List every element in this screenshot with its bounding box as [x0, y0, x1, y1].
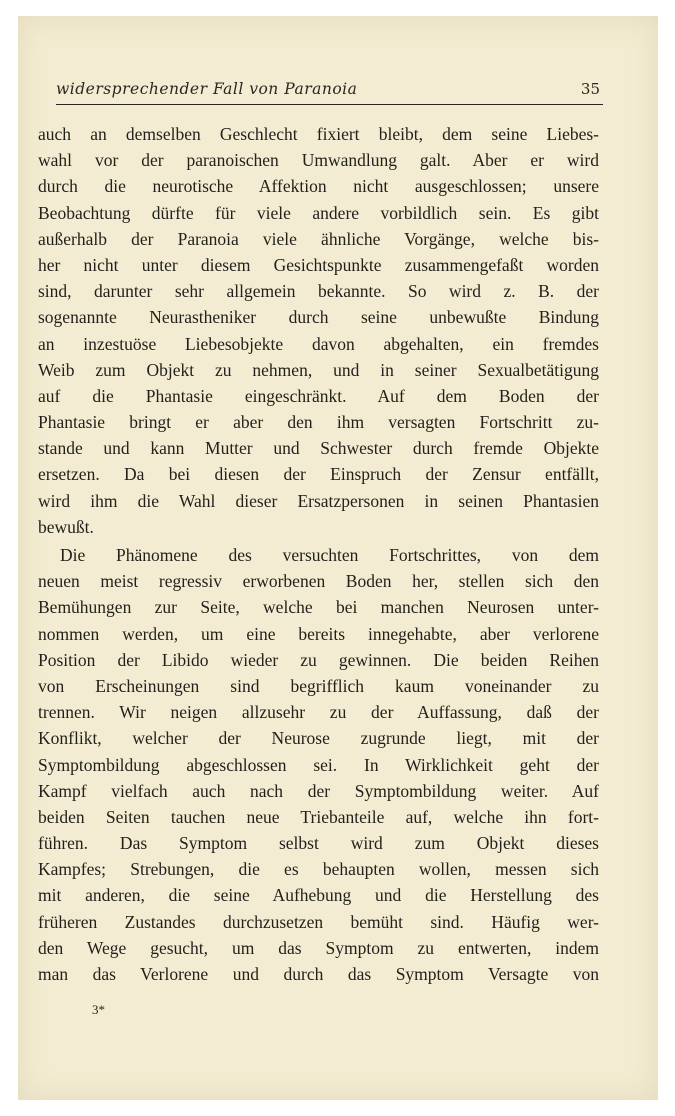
text-line: sogenannte Neurastheniker durch seine unbewußte Bindung — [38, 307, 599, 328]
text-line: Symptombildung abgeschlossen sei. In Wirklichkeit geht der — [38, 754, 599, 775]
page-number: 35 — [580, 80, 600, 98]
running-title: widersprechender Fall von Paranoia — [56, 80, 358, 98]
text-line: her nicht unter diesem Gesichtspunkte zusammengefaßt worden — [38, 254, 599, 275]
page-header — [56, 76, 603, 105]
text-line: bewußt. — [38, 516, 94, 537]
text-line: Kampf vielfach auch nach der Symptombildung weiter. Auf — [38, 780, 599, 801]
paragraph-2 — [38, 542, 599, 987]
text-line: stande und kann Mutter und Schwester durch fremde Objekte — [38, 438, 599, 459]
text-line: neuen meist regressiv erworbenen Boden her, stellen sich den — [38, 571, 599, 592]
text-line: Kampfes; Strebungen, die es behaupten wollen, messen sich — [38, 859, 599, 880]
text-line: beiden Seiten tauchen neue Triebanteile auf, welche ihn fort- — [38, 806, 599, 827]
text-line: Weib zum Objekt zu nehmen, und in seiner Sexualbetätigung — [38, 359, 599, 380]
text-line: ersetzen. Da bei diesen der Einspruch der Zensur entfällt, — [38, 464, 599, 485]
text-line: man das Verlorene und durch das Symptom Versagte von — [38, 964, 599, 984]
text-line: auf die Phantasie eingeschränkt. Auf dem Boden der — [38, 385, 599, 406]
body-text — [38, 121, 599, 987]
text-line: von Erscheinungen sind begrifflich kaum voneinander zu — [38, 675, 599, 696]
text-line: früheren Zustandes durchzusetzen bemüht sind. Häufig wer- — [38, 911, 599, 932]
text-line: auch an demselben Geschlecht fixiert bleibt, dem seine Liebes- — [38, 124, 599, 144]
text-line: Position der Libido wieder zu gewinnen. Die beiden Reihen — [38, 649, 599, 670]
text-line: Bemühungen zur Seite, welche bei manchen Neurosen unter- — [38, 597, 599, 618]
text-line: Konflikt, welcher der Neurose zugrunde liegt, mit der — [38, 728, 599, 749]
text-line: wird ihm die Wahl dieser Ersatzpersonen in seinen Phantasien — [38, 490, 599, 511]
text-line: sind, darunter sehr allgemein bekannte. So wird z. B. der — [38, 281, 599, 302]
text-line: mit anderen, die seine Aufhebung und die Herstellung des — [38, 885, 599, 906]
text-line: an inzestuöse Liebesobjekte davon abgehalten, ein fremdes — [38, 333, 599, 354]
text-line: durch die neurotische Affektion nicht ausgeschlossen; unsere — [38, 176, 599, 197]
text-line: außerhalb der Paranoia viele ähnliche Vorgänge, welche bis- — [38, 228, 599, 249]
text-line: Phantasie bringt er aber den ihm versagten Fortschritt zu- — [38, 412, 599, 433]
text-line: nommen werden, um eine bereits innegehabte, aber verlorene — [38, 623, 599, 644]
text-line: trennen. Wir neigen allzusehr zu der Auffassung, daß der — [38, 702, 599, 723]
signature-mark: 3* — [92, 1002, 105, 1017]
text-line: wahl vor der paranoischen Umwandlung galt. Aber er wird — [38, 150, 599, 171]
text-line: Beobachtung dürfte für viele andere vorbildlich sein. Es gibt — [38, 202, 599, 223]
paragraph-1 — [38, 121, 599, 540]
text-line: den Wege gesucht, um das Symptom zu entwerten, indem — [38, 937, 599, 958]
text-line: Die Phänomene des versuchten Fortschrittes, von dem — [60, 545, 599, 565]
text-line: führen. Das Symptom selbst wird zum Objekt dieses — [38, 833, 599, 854]
